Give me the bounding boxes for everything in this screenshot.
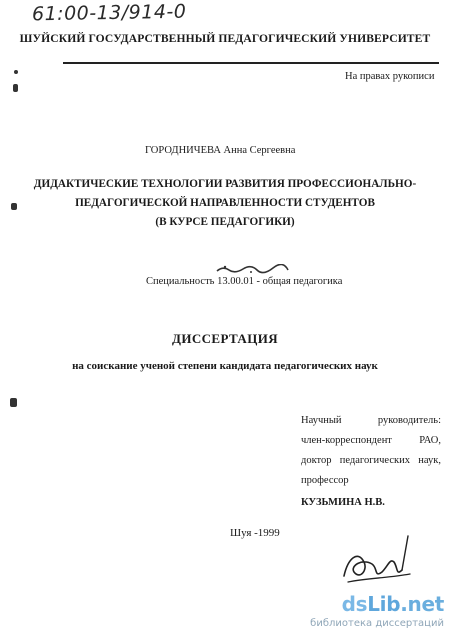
scan-mark (14, 70, 18, 74)
title-line: ПЕДАГОГИЧЕСКОЙ НАПРАВЛЕННОСТИ СТУДЕНТОВ (75, 197, 375, 209)
supervisor-label-left: Научный (301, 415, 342, 426)
supervisor-row (301, 411, 441, 431)
supervisor-row (301, 451, 441, 471)
university-name: ШУЙСКИЙ ГОСУДАРСТВЕННЫЙ ПЕДАГОГИЧЕСКИЙ УНИВЕРСИТЕТ (19, 32, 431, 45)
supervisor-title: профессор (301, 475, 349, 486)
scan-mark (10, 398, 17, 407)
logo-part: ds (341, 592, 368, 616)
signature-icon (338, 528, 418, 588)
supervisor-degree-word3: наук, (418, 455, 441, 466)
supervisor-row (301, 431, 441, 451)
watermark-footer (310, 590, 450, 638)
supervisor-degree-word2: педагогических (339, 455, 410, 466)
title-line: ДИДАКТИЧЕСКИЕ ТЕХНОЛОГИИ РАЗВИТИЯ ПРОФЕССИОНАЛЬНО- (33, 178, 417, 190)
manuscript-note: На правах рукописи (345, 71, 435, 82)
supervisor-degree-word1: доктор (301, 455, 332, 466)
supervisor-name: КУЗЬМИНА Н.В. (301, 497, 385, 508)
dissertation-title (0, 175, 450, 232)
archive-code: 61:00-13/914-0 (31, 0, 187, 26)
supervisor-rank: член-корреспондент (301, 435, 392, 446)
header-divider (63, 62, 439, 64)
supervisor-org: РАО, (419, 435, 441, 446)
stamp-smudge (215, 264, 290, 274)
supervisor-block (301, 411, 441, 513)
speciality: Специальность 13.00.01 - общая педагогика (146, 276, 343, 287)
degree-line: на соискание ученой степени кандидата педагогических наук (72, 360, 378, 372)
logo-part: Lib (367, 592, 401, 616)
logo-part: .net (400, 592, 444, 616)
scan-mark (13, 84, 18, 92)
author-name: ГОРОДНИЧЕВА Анна Сергеевна (145, 145, 296, 156)
watermark-subtitle: библиотека диссертаций (310, 618, 444, 629)
document-type: ДИССЕРТАЦИЯ (171, 331, 279, 346)
title-line: (В КУРСЕ ПЕДАГОГИКИ) (155, 216, 295, 228)
supervisor-label-right: руководитель: (377, 415, 441, 426)
city-year: Шуя -1999 (230, 527, 280, 539)
dslib-logo (342, 592, 444, 616)
